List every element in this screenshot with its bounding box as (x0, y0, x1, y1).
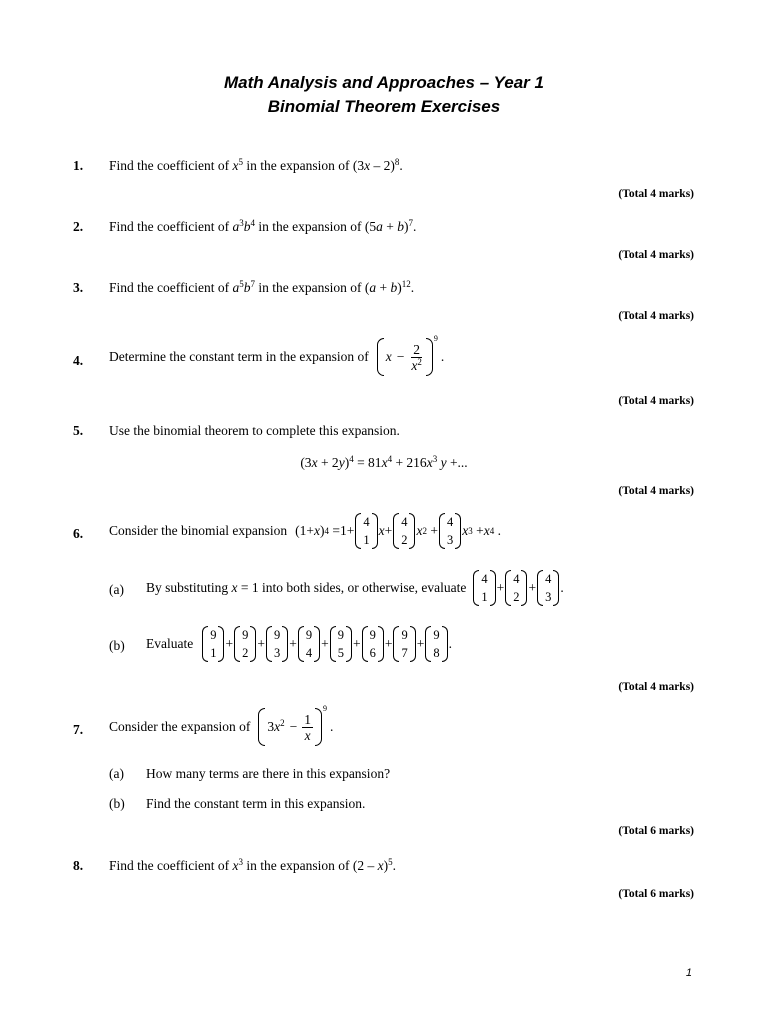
question-7-marks: (Total 6 marks) (618, 825, 694, 837)
question-7-number: 7. (73, 722, 84, 737)
page-number: 1 (685, 967, 692, 979)
question-7a-label: (a) (109, 766, 124, 781)
question-6-number: 6. (73, 526, 84, 541)
question-6-marks: (Total 4 marks) (618, 681, 694, 693)
question-1-marks: (Total 4 marks) (618, 188, 694, 200)
question-6b-label: (b) (109, 638, 125, 653)
question-1-number: 1. (73, 158, 84, 173)
question-5-marks: (Total 4 marks) (618, 485, 694, 497)
question-7a-text: How many terms are there in this expansion? (146, 766, 391, 781)
question-8-marks: (Total 6 marks) (618, 888, 694, 900)
question-6a-text: By substituting x = 1 into both sides, or otherwise, evaluate 4 1 + 4 2 + 4 3 . (146, 572, 564, 604)
question-3-text: Find the coefficient of $a^5b^7$ in the expansion of $(a + b)^{12}$. (109, 279, 415, 295)
question-5-number: 5. (73, 423, 84, 438)
question-6-text: Consider the binomial expansion (1+ x ) 4 =1+ 4 1 x + 4 2 x 2 + 4 3 x 3 + x 4 . (109, 515, 501, 547)
q4-expression: x − $\frac{2}{x^2}$ 9 (377, 338, 438, 376)
question-3-number: 3. (73, 280, 84, 295)
title-line-1: Math Analysis and Approaches – Year 1 (224, 73, 544, 92)
title-line-2: Binomial Theorem Exercises (267, 97, 501, 116)
question-2-marks: (Total 4 marks) (618, 249, 694, 261)
question-2-text: Find the coefficient of $a^3b^4$ in the expansion of $(5a + b)^7$. (109, 218, 417, 234)
question-4-number: 4. (73, 353, 84, 368)
question-8-number: 8. (73, 858, 84, 873)
question-4-text: Determine the constant term in the expansion of x − $\frac{2}{x^2}$ 9 . (109, 338, 444, 376)
question-3-marks: (Total 4 marks) (618, 310, 694, 322)
question-2-number: 2. (73, 219, 84, 234)
question-8-text: Find the coefficient of $x^3$ in the expansion of (2 – x)$^5$. (109, 857, 396, 873)
question-4-marks: (Total 4 marks) (618, 395, 694, 407)
question-5-equation: $(3x + 2y)^4 = 81x^4 + 216x^3$ y +... (300, 454, 468, 470)
question-7b-label: (b) (109, 796, 125, 811)
question-5-text: Use the binomial theorem to complete this expansion. (109, 423, 400, 438)
question-6b-text: Evaluate 9 1 + 9 2 + 9 3 + 9 4 + 9 5 + 9 6 + 9 7 + 9 8 . (146, 628, 452, 660)
question-6a-label: (a) (109, 582, 124, 597)
question-1-text: Find the coefficient of $x^5$ in the expansion of (3x – 2)$^8$. (109, 157, 403, 173)
question-7-text: Consider the expansion of $3x^2$ − $\frac{1}{x}$ 9 . (109, 708, 333, 746)
question-7b-text: Find the constant term in this expansion. (146, 796, 366, 811)
q7-expression: $3x^2$ − $\frac{1}{x}$ 9 (258, 708, 327, 746)
